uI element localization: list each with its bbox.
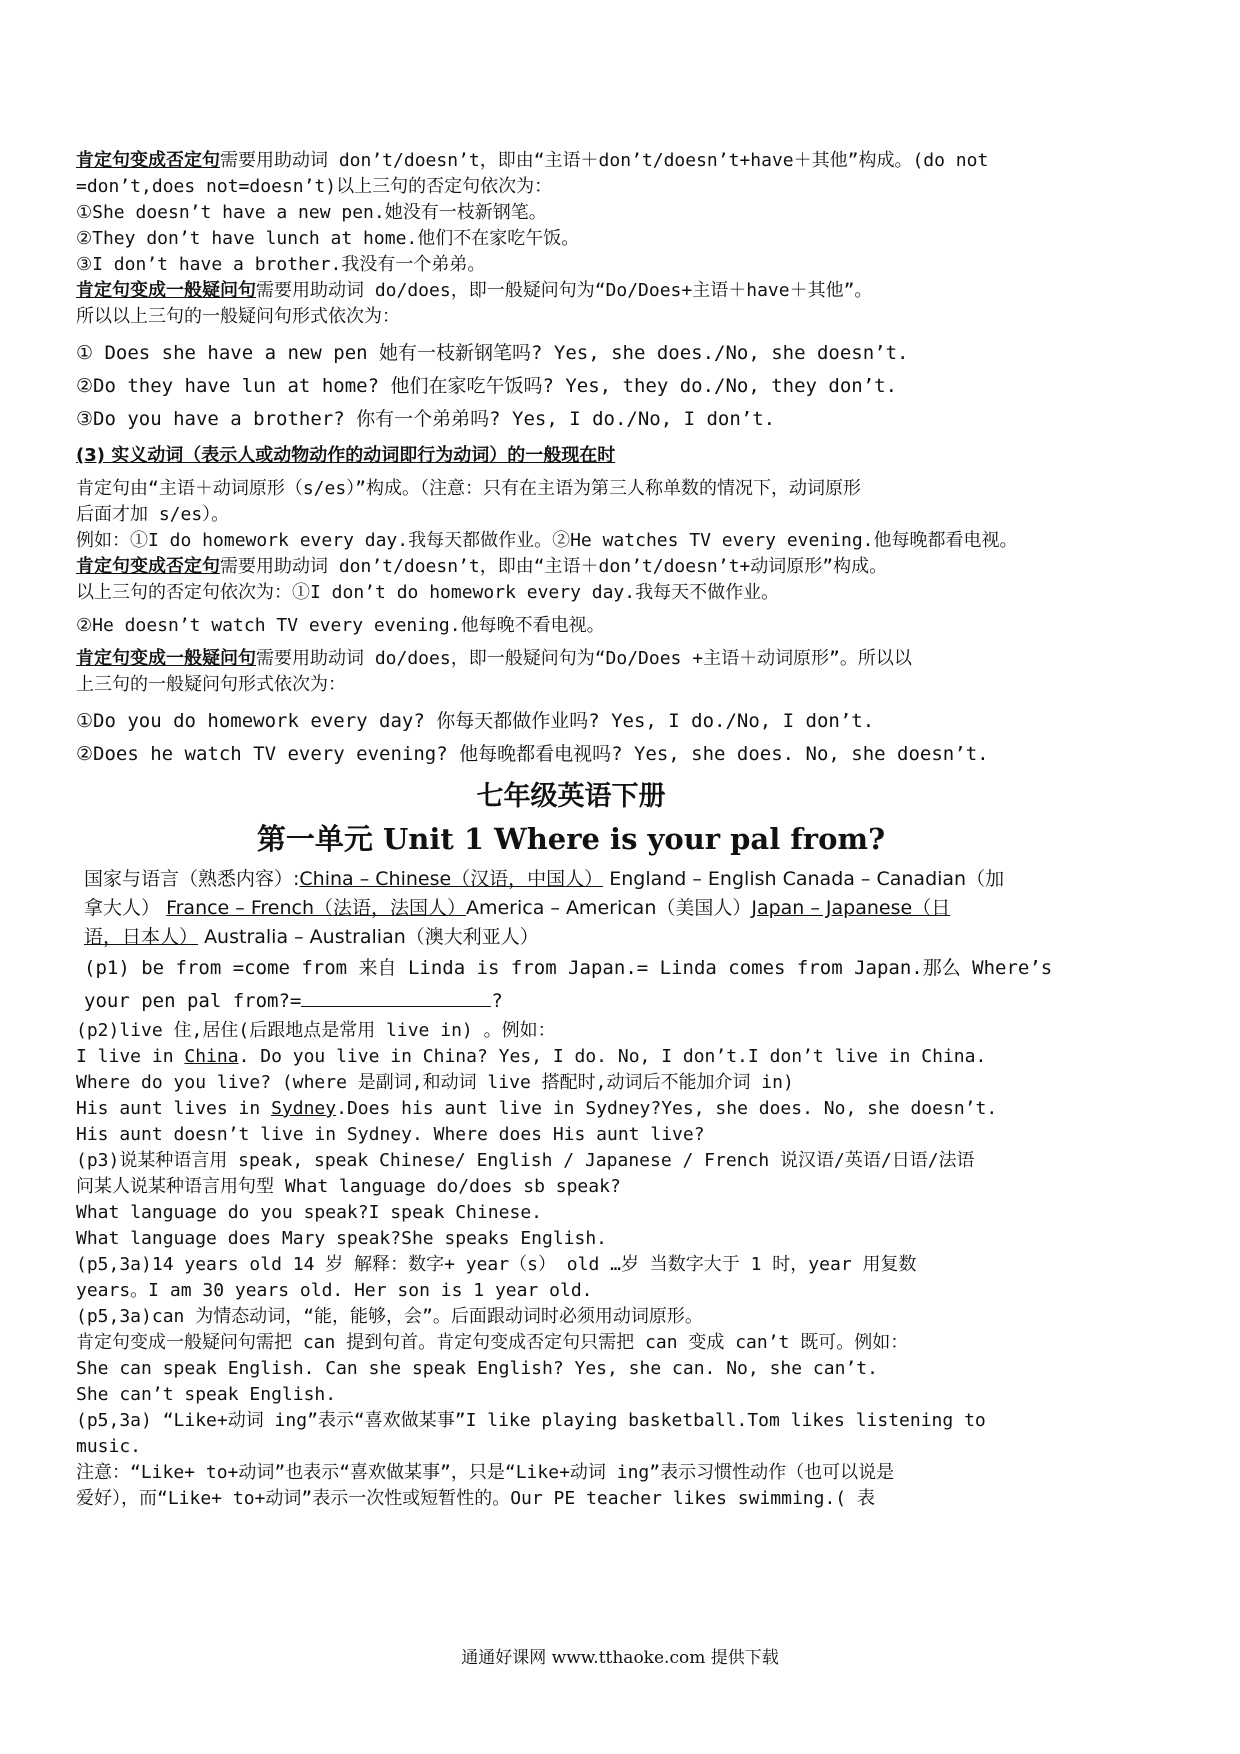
example-line: ②Does he watch TV every evening? 他每晚都看电视吗? Yes, she does. No, she doesn’t. [76, 743, 989, 765]
text-line: 肯定句变成一般疑问句需要用助动词 do/does，即一般疑问句为“Do/Does +主语＋动词原形”。所以以 [76, 648, 912, 669]
note-p2: (p2)live 住,居住(后跟地点是常用 live in) 。例如： [76, 1020, 556, 1041]
countries-line: 拿大人） France – French（法语，法国人）America – American（美国人）Japan – Japanese（日 [84, 897, 951, 919]
example-line: His aunt doesn’t live in Sydney. Where does His aunt live? [76, 1124, 705, 1145]
example-line: Where do you live? (where 是副词,和动词 live 搭配时,动词后不能加介词 in) [76, 1072, 794, 1093]
note-p5: (p5,3a)can 为情态动词，“能，能够，会”。后面跟动词时必须用动词原形。 [76, 1306, 703, 1327]
countries-line: 语，日本人） Australia – Australian（澳大利亚人） [84, 926, 539, 948]
text-line: 后面才加 s/es）。 [76, 504, 230, 525]
example-line: ①She doesn’t have a new pen.她没有一枝新钢笔。 [76, 202, 547, 223]
text-line: 肯定句变成否定句需要用助动词 don’t/doesn’t，即由“主语＋don’t/doesn’t+动词原形”构成。 [76, 556, 888, 577]
example-line: ②They don’t have lunch at home.他们不在家吃午饭。 [76, 228, 580, 249]
text-line: 以上三句的否定句依次为：①I don’t do homework every day.我每天不做作业。 [76, 582, 780, 603]
example-line: She can’t speak English. [76, 1384, 337, 1405]
page-title: 七年级英语下册 [476, 781, 666, 812]
text-line: =don’t,does not=doesn’t)以上三句的否定句依次为： [76, 176, 553, 197]
note-p5: (p5,3a) “Like+动词 ing”表示“喜欢做某事”I like playing basketball.Tom likes listening to [76, 1410, 986, 1431]
text-line: 肯定句变成一般疑问句需把 can 提到句首。肯定句变成否定句只需把 can 变成 can’t 既可。例如： [76, 1332, 909, 1353]
bold-label: 肯定句变成一般疑问句 [76, 280, 256, 301]
example-line: ②Do they have lun at home? 他们在家吃午饭吗? Yes, they do./No, they don’t. [76, 375, 898, 397]
example-line: ②He doesn’t watch TV every evening.他每晚不看电视。 [76, 615, 605, 636]
section-heading: (3) 实义动词（表示人或动物动作的动词即行为动词）的一般现在时 [76, 445, 616, 466]
countries-line: 国家与语言（熟悉内容）:China – Chinese（汉语，中国人） England – English Canada – Canadian（加 [84, 868, 1005, 890]
note-p3: (p3)说某种语言用 speak, speak Chinese/ English / Japanese / French 说汉语/英语/日语/法语 [76, 1150, 975, 1171]
example-line: She can speak English. Can she speak English? Yes, she can. No, she can’t. [76, 1358, 878, 1379]
note-p1: (p1) be from =come from 来自 Linda is from Japan.= Linda comes from Japan.那么 Where’s [84, 957, 1053, 979]
note-p5: (p5,3a)14 years old 14 岁 解释：数字+ year（s） old …岁 当数字大于 1 时，year 用复数 [76, 1254, 917, 1275]
text-line: 爱好），而“Like+ to+动词”表示一次性或短暂性的。Our PE teacher likes swimming.( 表 [76, 1488, 875, 1509]
example-line: ③I don’t have a brother.我没有一个弟弟。 [76, 254, 486, 275]
bold-label: 肯定句变成否定句 [76, 556, 220, 577]
text-line: 肯定句由“主语＋动词原形（s/es）”构成。（注意：只有在主语为第三人称单数的情况下，动词原形 [76, 478, 862, 499]
bold-label: 肯定句变成否定句 [76, 150, 220, 171]
text-line: 上三句的一般疑问句形式依次为： [76, 674, 346, 695]
text-line: 问某人说某种语言用句型 What language do/does sb speak? [76, 1176, 621, 1197]
example-line: What language does Mary speak?She speaks English. [76, 1228, 608, 1249]
answer-blank [301, 988, 491, 1007]
example-line: years。I am 30 years old. Her son is 1 year old. [76, 1280, 593, 1301]
example-line: What language do you speak?I speak Chinese. [76, 1202, 542, 1223]
bold-label: 肯定句变成一般疑问句 [76, 648, 256, 669]
page-footer: 通通好课网 www.tthaoke.com 提供下载 [461, 1648, 779, 1668]
example-line: I live in China. Do you live in China? Yes, I do. No, I don’t.I don’t live in China. [76, 1046, 987, 1067]
note-p1-question: your pen pal from?= ? [84, 990, 503, 1012]
unit-title: 第一单元 Unit 1 Where is your pal from? [256, 822, 886, 856]
text-line: 肯定句变成否定句需要用助动词 don’t/doesn’t，即由“主语＋don’t/doesn’t+have＋其他”构成。(do not [76, 150, 989, 171]
text-line: music. [76, 1436, 142, 1457]
text-line: 注意：“Like+ to+动词”也表示“喜欢做某事”，只是“Like+动词 ing”表示习惯性动作（也可以说是 [76, 1462, 895, 1483]
example-line: His aunt lives in Sydney.Does his aunt live in Sydney?Yes, she does. No, she doesn’t. [76, 1098, 998, 1119]
text-line: 肯定句变成一般疑问句需要用助动词 do/does，即一般疑问句为“Do/Does+主语＋have＋其他”。 [76, 280, 873, 301]
example-line: ③Do you have a brother? 你有一个弟弟吗? Yes, I do./No, I don’t. [76, 408, 776, 430]
example-line: ① Does she have a new pen 她有一枝新钢笔吗? Yes, she does./No, she doesn’t. [76, 342, 909, 364]
example-line: ①Do you do homework every day? 你每天都做作业吗? Yes, I do./No, I don’t. [76, 710, 875, 732]
example-line: 例如：①I do homework every day.我每天都做作业。②He watches TV every evening.他每晚都看电视。 [76, 530, 1018, 551]
text-line: 所以以上三句的一般疑问句形式依次为： [76, 306, 400, 327]
content [76, 148, 1066, 1512]
